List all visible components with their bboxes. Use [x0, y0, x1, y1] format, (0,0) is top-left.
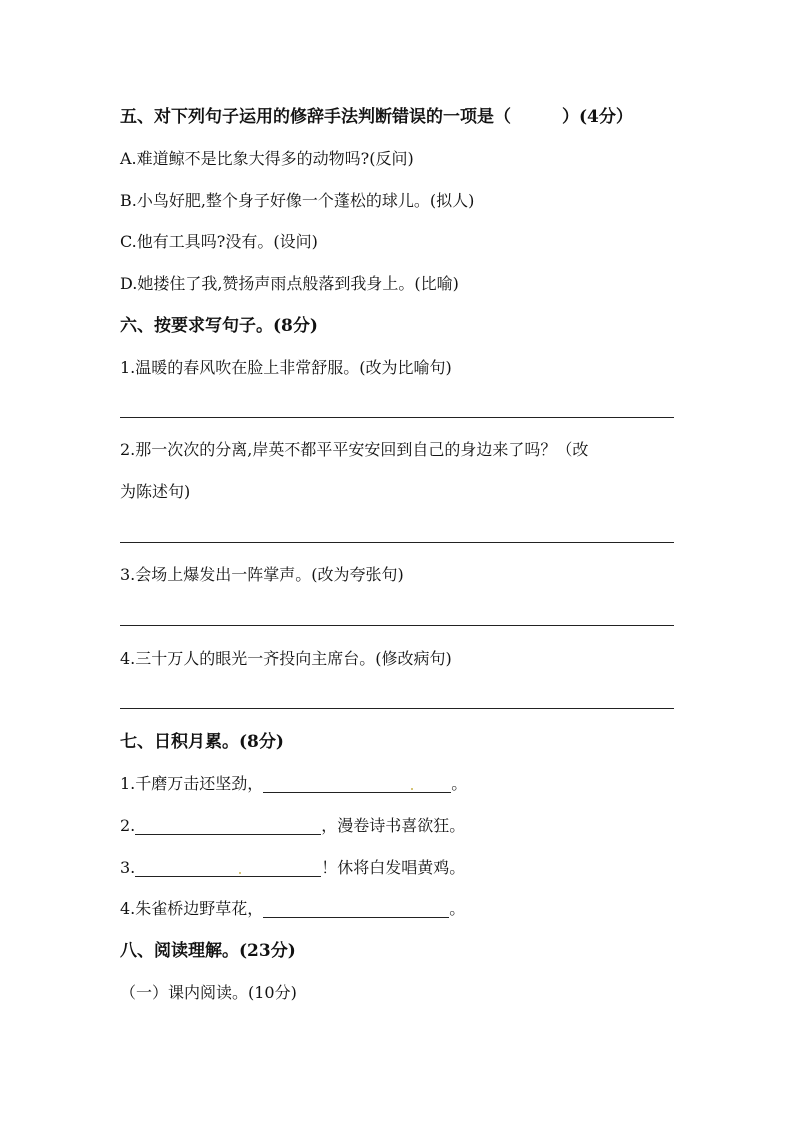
- fill-blank-7-4[interactable]: [263, 899, 449, 918]
- section-5-heading: 五、对下列句子运用的修辞手法判断错误的一项是（ ）(4分）: [120, 107, 633, 127]
- answer-line-6-3[interactable]: [120, 625, 674, 626]
- question-7-4-prefix: 4.朱雀桥边野草花，: [120, 899, 264, 918]
- fill-blank-7-1[interactable]: [263, 774, 451, 793]
- section-7-heading: 七、日积月累。(8分): [120, 732, 284, 752]
- fill-blank-7-3[interactable]: [135, 858, 321, 877]
- question-7-1-prefix: 1.千磨万击还坚劲，: [120, 774, 264, 793]
- answer-line-6-4[interactable]: [120, 708, 674, 709]
- option-a: A.难道鲸不是比象大得多的动物吗?(反问): [120, 149, 414, 168]
- fill-blank-7-2[interactable]: [135, 816, 321, 835]
- question-7-4: [120, 898, 465, 920]
- question-7-2-suffix: ，漫卷诗书喜欲狂。: [321, 816, 466, 835]
- question-6-2-line1: 2.那一次次的分离,岸英不都平平安安回到自己的身边来了吗？（改: [120, 440, 589, 459]
- section-8-heading: 八、阅读理解。(23分): [120, 941, 296, 961]
- section-6-heading: 六、按要求写句子。(8分): [120, 316, 318, 336]
- option-d: D.她搂住了我,赞扬声雨点般落到我身上。(比喻): [120, 274, 459, 293]
- question-6-1: 1.温暖的春风吹在脸上非常舒服。(改为比喻句): [120, 358, 452, 377]
- answer-line-6-2[interactable]: [120, 542, 674, 543]
- option-b: B.小鸟好肥,整个身子好像一个蓬松的球儿。(拟人): [120, 191, 475, 210]
- question-7-4-suffix: 。: [449, 899, 466, 918]
- question-7-1: [120, 773, 467, 795]
- question-6-2-line2: 为陈述句): [120, 482, 191, 501]
- question-6-3: 3.会场上爆发出一阵掌声。(改为夸张句): [120, 565, 404, 584]
- question-7-2-prefix: 2.: [120, 816, 136, 835]
- option-c: C.他有工具吗?没有。(设问): [120, 232, 318, 251]
- question-7-3-suffix: ！休将白发唱黄鸡。: [321, 858, 466, 877]
- question-6-4: 4.三十万人的眼光一齐投向主席台。(修改病句): [120, 649, 452, 668]
- question-7-2: [120, 815, 465, 837]
- question-7-3: [120, 857, 465, 879]
- question-7-1-suffix: 。: [451, 774, 468, 793]
- section-8-subheading: （一）课内阅读。(10分): [120, 983, 297, 1002]
- question-7-3-prefix: 3.: [120, 858, 136, 877]
- answer-line-6-1[interactable]: [120, 417, 674, 418]
